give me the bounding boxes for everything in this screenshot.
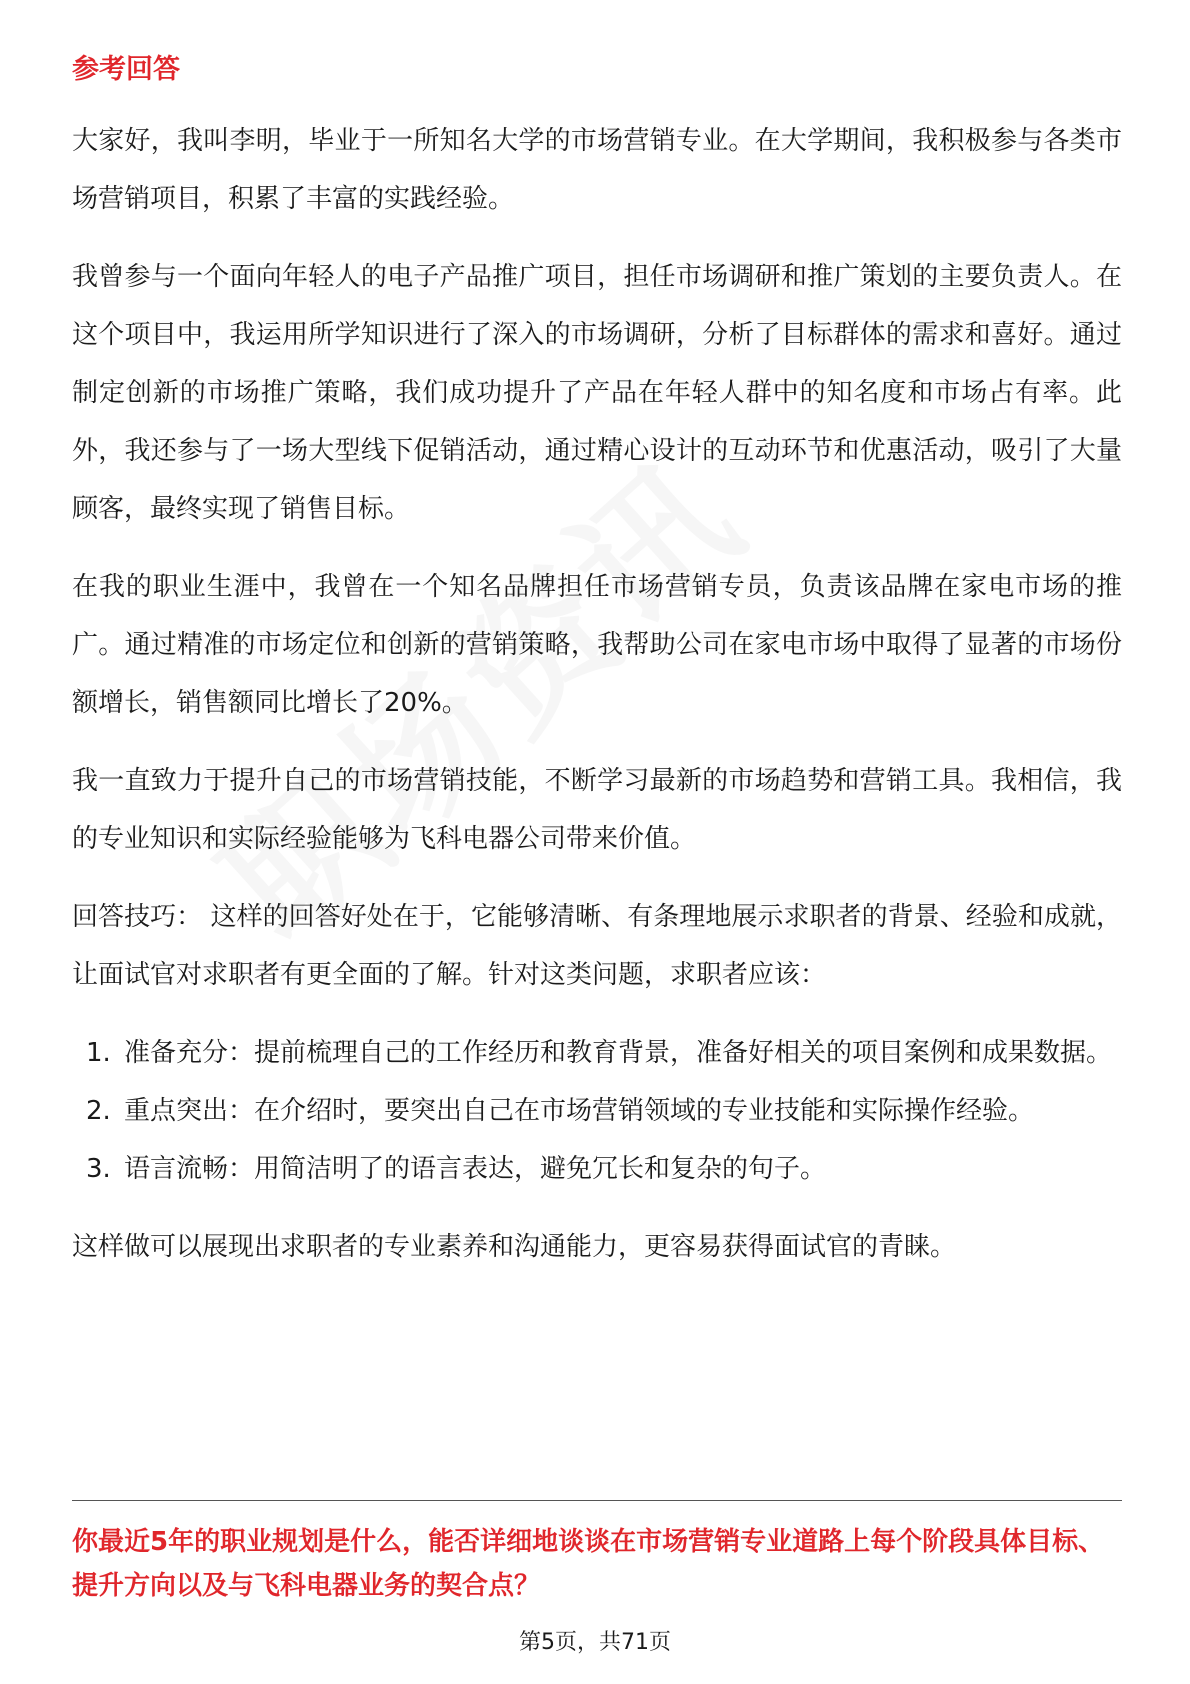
list-number: 2.: [86, 1096, 111, 1126]
paragraph-career: 在我的职业生涯中，我曾在一个知名品牌担任市场营销专员，负责该品牌在家电市场的推广。通过精准的市场定位和创新的营销策略，我帮助公司在家电市场中取得了显著的市场份额增长，销售额同比增长了20%。: [72, 572, 1122, 718]
paragraph-project: 我曾参与一个面向年轻人的电子产品推广项目，担任市场调研和推广策划的主要负责人。在这个项目中，我运用所学知识进行了深入的市场调研，分析了目标群体的需求和喜好。通过制定创新的市场推广策略，我们成功提升了产品在年轻人群中的知名度和市场占有率。此外，我还参与了一场大型线下促销活动，通过精心设计的互动环节和优惠活动，吸引了大量顾客，最终实现了销售目标。: [72, 262, 1122, 524]
paragraph-intro: 大家好，我叫李明，毕业于一所知名大学的市场营销专业。在大学期间，我积极参与各类市场营销项目，积累了丰富的实践经验。: [72, 126, 1122, 214]
list-text: 语言流畅：用简洁明了的语言表达，避免冗长和复杂的句子。: [124, 1154, 827, 1184]
section-divider: [72, 1500, 1122, 1501]
next-question-heading: 你最近5年的职业规划是什么，能否详细地谈谈在市场营销专业道路上每个阶段具体目标、提升方向以及与飞科电器业务的契合点？: [72, 1527, 1105, 1601]
list-item: [72, 1024, 1122, 1082]
page-footer: 第5页，共71页: [519, 1630, 671, 1655]
list-text: 准备充分：提前梳理自己的工作经历和教育背景，准备好相关的项目案例和成果数据。: [124, 1038, 1113, 1068]
list-number: 3.: [86, 1154, 111, 1184]
tips-list: [72, 1024, 1122, 1198]
list-item: [72, 1082, 1122, 1140]
section-title: 参考回答: [72, 54, 180, 85]
list-item: [72, 1140, 1122, 1198]
paragraph-tips-intro: 回答技巧： 这样的回答好处在于，它能够清晰、有条理地展示求职者的背景、经验和成就，让面试官对求职者有更全面的了解。针对这类问题，求职者应该：: [72, 902, 1122, 990]
paragraph-skills: 我一直致力于提升自己的市场营销技能，不断学习最新的市场趋势和营销工具。我相信，我的专业知识和实际经验能够为飞科电器公司带来价值。: [72, 766, 1122, 854]
list-number: 1.: [86, 1038, 111, 1068]
list-text: 重点突出：在介绍时，要突出自己在市场营销领域的专业技能和实际操作经验。: [124, 1096, 1035, 1126]
paragraph-closing: 这样做可以展现出求职者的专业素养和沟通能力，更容易获得面试官的青睐。: [72, 1232, 957, 1262]
answer-content: [72, 50, 1122, 1296]
